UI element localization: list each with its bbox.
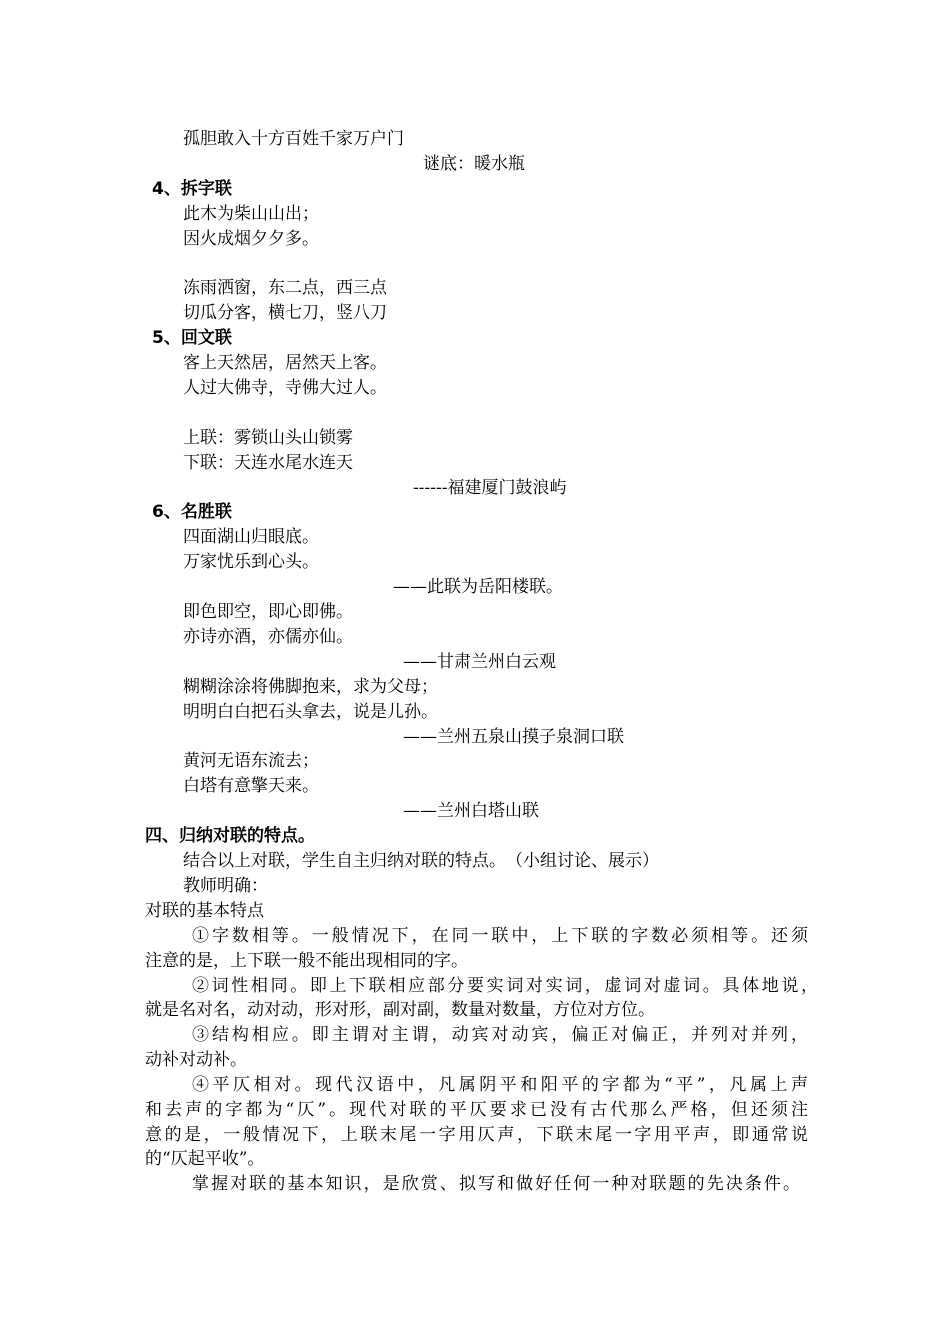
couplet-line: 明明白白把石头拿去，说是儿孙。: [183, 702, 438, 722]
couplet-line: 因火成烟夕夕多。: [183, 229, 319, 249]
couplet-line: 糊糊涂涂将佛脚抱来，求为父母；: [183, 677, 438, 697]
couplet-line: 切瓜分客，横七刀，竖八刀: [183, 303, 387, 323]
couplet-line: 亦诗亦酒，亦儒亦仙。: [183, 627, 353, 647]
feature-paragraph-2-cont: 就是名对名，动对动，形对形，副对副，数量对数量，方位对方位。: [145, 1000, 655, 1020]
couplet-source: ——兰州白塔山联: [403, 801, 539, 821]
feature-paragraph-1: ①字数相等。一般情况下，在同一联中，上下联的字数必须相等。还须: [192, 926, 808, 946]
part-heading-4: 四、归纳对联的特点。: [145, 826, 315, 846]
feature-paragraph-3: ③结构相应。即主谓对主谓，动宾对动宾，偏正对偏正，并列对并列，: [192, 1025, 808, 1045]
feature-paragraph-3-cont: 动补对动补。: [145, 1050, 247, 1070]
intro-line: 结合以上对联，学生自主归纳对联的特点。 （小组讨论、展示）: [183, 851, 659, 871]
couplet-line: 黄河无语东流去；: [183, 751, 319, 771]
section-heading-4: 4、拆字联: [152, 179, 232, 199]
couplet-line: 上联：雾锁山头山锁雾: [183, 428, 353, 448]
couplet-source: ——甘肃兰州白云观: [403, 652, 556, 672]
couplet-line: 客上天然居，居然天上客。: [183, 353, 387, 373]
feature-paragraph-4-cont: 意的是，一般情况下，上联末尾一字用仄声，下联末尾一字用平声，即通常说: [145, 1125, 808, 1145]
riddle-line: 孤胆敢入十方百姓千家万户门: [183, 129, 404, 149]
couplet-line: 冻雨洒窗，东二点，西三点: [183, 278, 387, 298]
couplet-line: 万家忧乐到心头。: [183, 552, 319, 572]
couplet-line: 人过大佛寺，寺佛大过人。: [183, 378, 387, 398]
feature-paragraph-2: ②词性相同。即上下联相应部分要实词对实词，虚词对虚词。具体地说，: [192, 976, 818, 996]
subtitle-line: 对联的基本特点: [145, 901, 264, 921]
riddle-answer: 谜底：暖水瓶: [423, 154, 525, 174]
section-heading-5: 5、回文联: [152, 328, 232, 348]
feature-paragraph-1-cont: 注意的是，上下联一般不能出现相同的字。: [145, 951, 468, 971]
couplet-line: 四面湖山归眼底。: [183, 527, 319, 547]
couplet-line: 此木为柴山山出；: [183, 204, 319, 224]
couplet-line: 即色即空，即心即佛。: [183, 602, 353, 622]
conclusion-line: 掌握对联的基本知识，是欣赏、拟写和做好任何一种对联题的先决条件。: [192, 1174, 800, 1194]
feature-paragraph-4: ④平仄相对。现代汉语中，凡属阴平和阳平的字都为“平”，凡属上声: [192, 1075, 808, 1095]
couplet-line: 下联：天连水尾水连天: [183, 453, 353, 473]
couplet-line: 白塔有意擎天来。: [183, 776, 319, 796]
teacher-line: 教师明确：: [183, 876, 268, 896]
feature-paragraph-4-cont: 和去声的字都为“仄”。现代对联的平仄要求已没有古代那么严格，但还须注: [145, 1100, 808, 1120]
couplet-source: ——此联为岳阳楼联。: [393, 577, 563, 597]
couplet-source: ——兰州五泉山摸子泉洞口联: [403, 727, 624, 747]
couplet-source: ------福建厦门鼓浪屿: [413, 478, 567, 498]
section-heading-6: 6、名胜联: [152, 502, 232, 522]
feature-paragraph-4-cont: 的“仄起平收”。: [145, 1149, 265, 1169]
